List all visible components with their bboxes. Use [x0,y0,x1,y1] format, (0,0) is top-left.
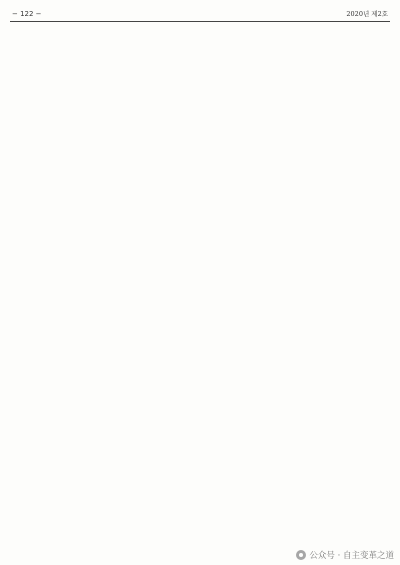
journal-issue-line: 2020년 제2호 [346,10,388,18]
page-number: − 122 − [12,10,42,18]
page-header [10,8,390,20]
left-column [10,28,194,557]
watermark [296,549,394,561]
right-column [206,28,390,557]
body-columns [10,28,390,557]
journal-page [10,8,390,557]
watermark-text: 公众号 · 自主变革之道 [309,551,394,561]
header-rule [10,21,390,22]
wechat-icon [296,550,306,560]
